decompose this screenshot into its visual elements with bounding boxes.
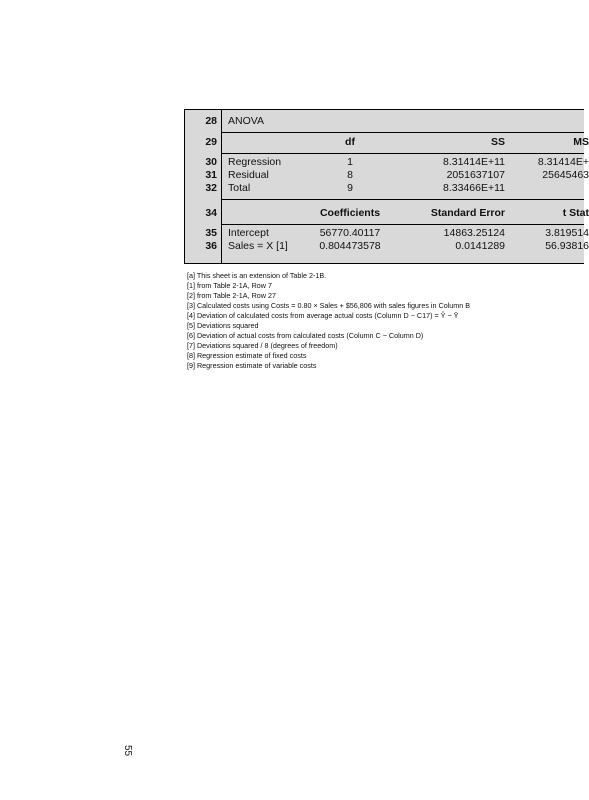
footnote: [1] from Table 2-1A, Row 7 xyxy=(187,281,272,290)
intercept-t-stat: 3.819514 xyxy=(545,227,589,239)
footnote: [9] Regression estimate of variable costs xyxy=(187,361,317,370)
residual-ms: 25645463 xyxy=(542,169,589,181)
residual-label: Residual xyxy=(228,169,269,181)
total-df: 9 xyxy=(347,182,353,194)
anova-title-cell: ANOVA xyxy=(228,115,264,127)
regression-ms: 8.31414E+ xyxy=(537,156,589,168)
header-df: df xyxy=(345,136,355,148)
table-footnotes xyxy=(187,271,566,371)
header-ss: SS xyxy=(490,136,505,148)
sales-label: Sales = X [1] xyxy=(228,240,288,252)
row-separator xyxy=(222,224,584,225)
row-number-35: 35 xyxy=(205,227,217,239)
intercept-standard-error: 14863.25124 xyxy=(443,227,505,239)
residual-df: 8 xyxy=(347,169,353,181)
intercept-coefficient: 56770.40117 xyxy=(319,227,381,239)
footnote: [3] Calculated costs using Costs = 0.80 × Sales + $56,806 with sales figures in Column B xyxy=(187,301,471,310)
row-number-29: 29 xyxy=(205,136,217,148)
footnote: [8] Regression estimate of fixed costs xyxy=(187,351,307,360)
regression-label: Regression xyxy=(228,156,282,168)
footnote: [6] Deviation of actual costs from calculated costs (Column C − Column D) xyxy=(187,331,424,340)
sales-standard-error: 0.0141289 xyxy=(455,240,505,252)
footnote: [7] Deviations squared / 8 (degrees of freedom) xyxy=(187,341,338,350)
row-separator xyxy=(222,199,584,200)
regression-df: 1 xyxy=(347,156,353,168)
sales-t-stat: 56.93816 xyxy=(545,240,589,252)
header-coefficients: Coefficients xyxy=(319,207,381,219)
header-ms: MS xyxy=(573,136,589,148)
row-number-32: 32 xyxy=(205,182,217,194)
footnote: [2] from Table 2-1A, Row 27 xyxy=(187,291,276,300)
residual-ss: 2051637107 xyxy=(446,169,505,181)
header-t-stat: t Stat xyxy=(562,207,589,219)
header-standard-error: Standard Error xyxy=(430,207,505,219)
row-number-28: 28 xyxy=(205,115,217,127)
row-separator xyxy=(222,132,584,133)
intercept-label: Intercept xyxy=(228,227,269,239)
row-number-30: 30 xyxy=(205,156,217,168)
footnote: [4] Deviation of calculated costs from average actual costs (Column D − C17) = Ŷ − Ȳ xyxy=(187,311,459,320)
footnote: [a] This sheet is an extension of Table 2-1B. xyxy=(187,271,327,280)
row-number-34: 34 xyxy=(205,207,217,219)
page-number: 55 xyxy=(122,744,134,757)
row-number-31: 31 xyxy=(205,169,217,181)
total-label: Total xyxy=(228,182,251,194)
row-separator xyxy=(222,153,584,154)
anova-spreadsheet-table xyxy=(184,109,589,264)
sales-coefficient: 0.804473578 xyxy=(319,240,381,252)
row-number-36: 36 xyxy=(205,240,217,252)
total-ss: 8.33466E+11 xyxy=(443,182,505,194)
footnote: [5] Deviations squared xyxy=(187,321,259,330)
regression-ss: 8.31414E+11 xyxy=(443,156,505,168)
